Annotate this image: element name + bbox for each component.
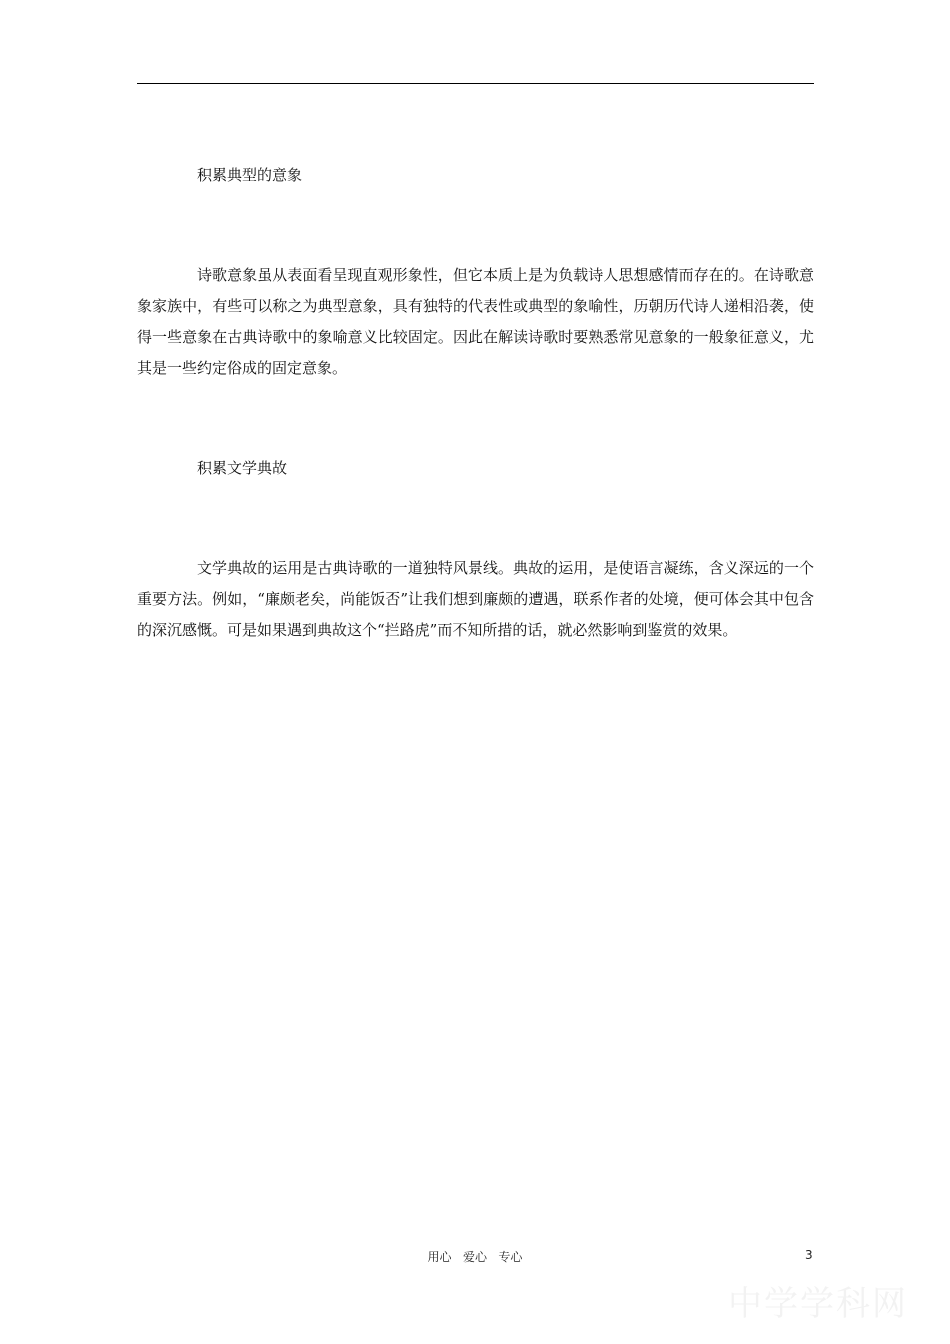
- section-heading-allusion: 积累文学典故: [197, 459, 288, 477]
- watermark-logo: 中学学科网: [728, 1284, 908, 1318]
- section-heading-imagery: 积累典型的意象: [197, 166, 303, 184]
- header-rule: [137, 83, 814, 84]
- document-body: [137, 160, 814, 646]
- section-paragraph-imagery: 诗歌意象虽从表面看呈现直观形象性，但它本质上是为负载诗人思想感情而存在的。在诗歌意象家族中，有些可以称之为典型意象，具有独特的代表性或典型的象喻性，历朝历代诗人递相沿袭，使得一些意象在古典诗歌中的象喻意义比较固定。因此在解读诗歌时要熟悉常见意象的一般象征意义，尤其是一些约定俗成的固定意象。: [137, 266, 814, 377]
- page-number: 3: [805, 1248, 813, 1262]
- section-paragraph-allusion: 文学典故的运用是古典诗歌的一道独特风景线。典故的运用，是使语言凝练，含义深远的一个重要方法。例如，“廉颇老矣，尚能饭否”让我们想到廉颇的遭遇，联系作者的处境，便可体会其中包含的深沉感慨。可是如果遇到典故这个“拦路虎”而不知所措的话，就必然影响到鉴赏的效果。: [137, 559, 814, 639]
- footer-motto: 用心 爱心 专心: [427, 1250, 523, 1264]
